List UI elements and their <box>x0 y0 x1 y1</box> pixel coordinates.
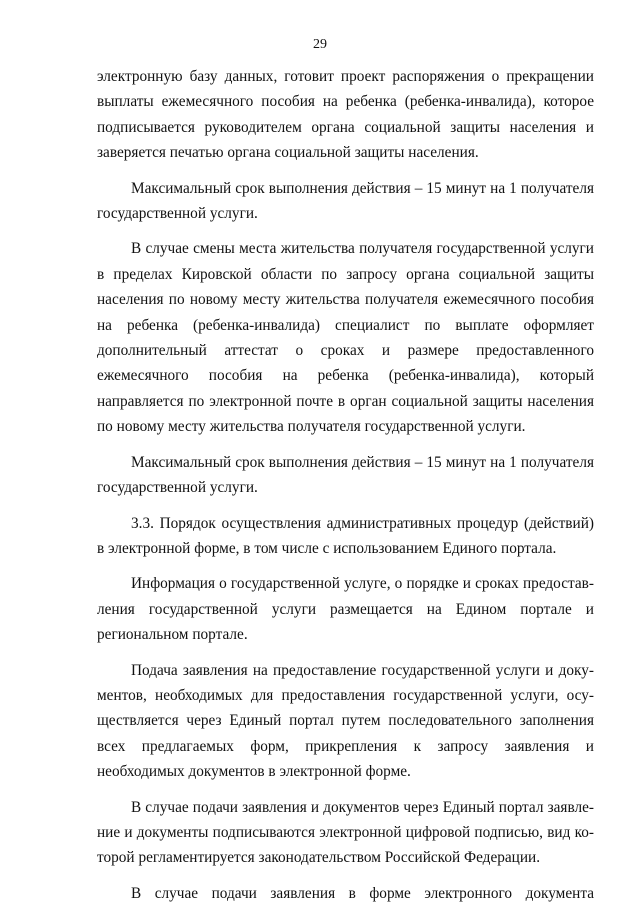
paragraph-electronic-document: В случае подачи заявления в форме электронного документа <box>131 884 594 902</box>
paragraph-continuation: электронную базу данных, готовит проект распоряжения о прекращении выплаты ежемесячного пособия на ребенка (ребенка-инвалида), которое подписывается руководителем органа социальной защиты населения и заверяется печатью органа социальной защиты населения. <box>97 68 594 162</box>
paragraph-application-submission: Подача заявления на предоставление государственной услуги и документов, необходимых для предоставления государственной услуги, осуществляется через Единый портал путем последовательного заполнения всех предлагаемых форм, прикрепления к запросу заявления и необходимых документов в электронной форме. <box>97 661 594 781</box>
paragraph-service-info: Информация о государственной услуге, о порядке и сроках предоставления государственной услуги размещается на Едином портале и региональном портале. <box>97 575 594 644</box>
document-body <box>97 64 594 916</box>
paragraph-max-time-2: Максимальный срок выполнения действия – 15 минут на 1 получателя государственной услуги. <box>97 453 594 497</box>
page-number: 29 <box>313 37 327 52</box>
paragraph-digital-signature: В случае подачи заявления и документов через Единый портал заявление и документы подписываются электронной цифровой подписью, вид которой регламентируется законодательством Российской Федерации. <box>97 798 594 867</box>
paragraph-section-3-3: 3.3. Порядок осуществления административных процедур (действий) в электронной форме, в том числе с использованием Единого портала. <box>97 514 594 557</box>
paragraph-change-residence: В случае смены места жительства получателя государственной услуги в пределах Кировской области по запросу органа социальной защиты населения по новому месту жительства получателя ежемесячного пособия на ребенка (ребенка-инвалида) специалист по выплате оформляет дополнительный аттестат о сроках и размере предоставленного ежемесячного пособия на ребенка (ребенка-инвалида), который направляется по электронной почте в орган социальной защиты населения по новому месту жительства получателя государственной услуги. <box>97 240 594 436</box>
paragraph-max-time-1: Максимальный срок выполнения действия – 15 минут на 1 получателя государственной услуги. <box>97 179 594 223</box>
